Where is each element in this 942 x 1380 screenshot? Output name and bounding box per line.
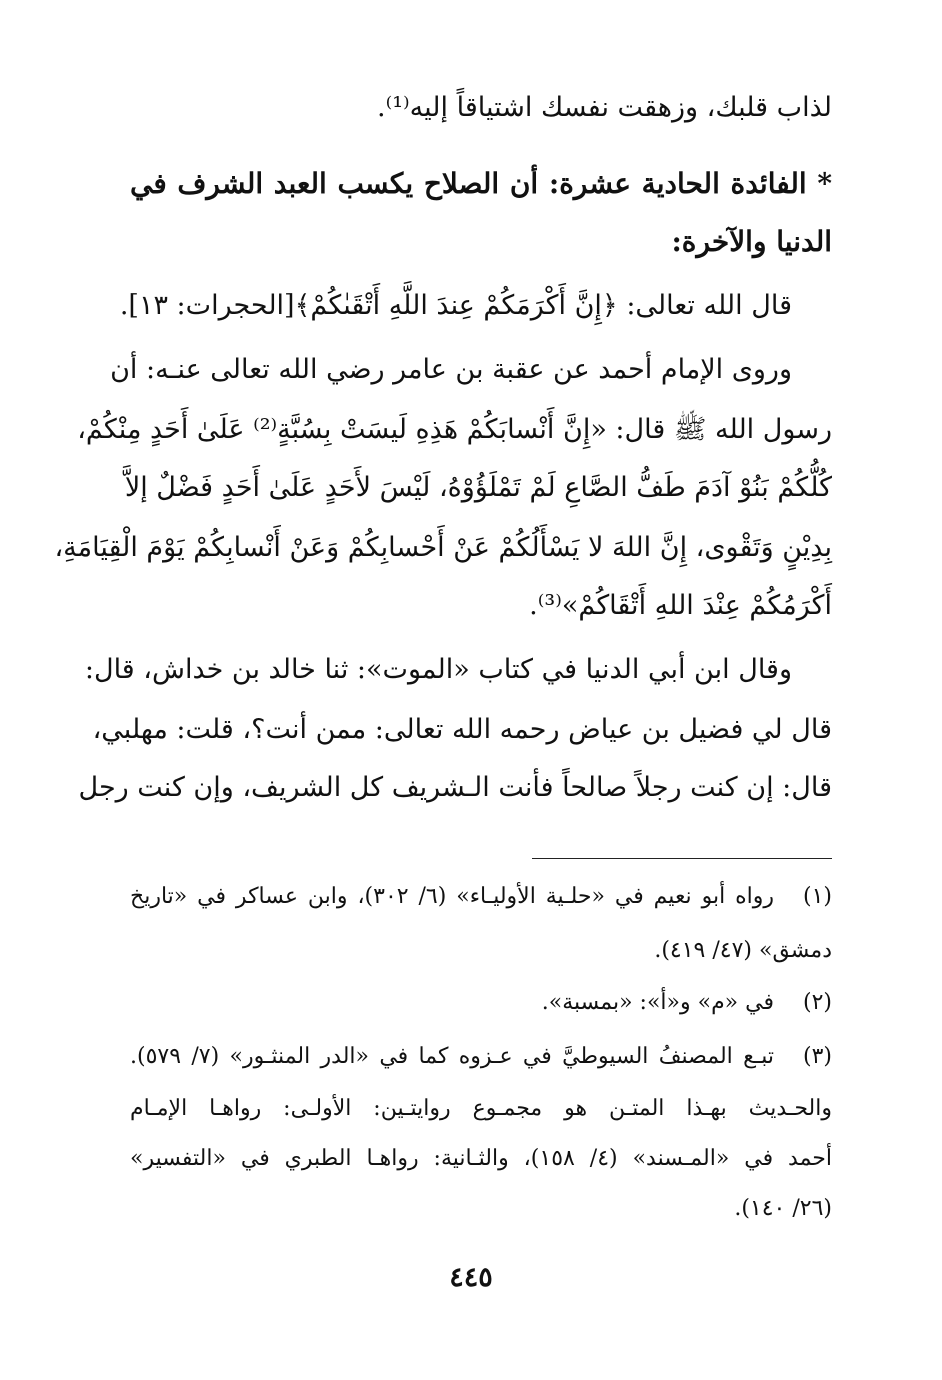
body-line: وروى الإمام أحمد عن عقبة بن عامر رضي الله تعالى عنـه: أن <box>110 354 792 385</box>
footnote-1-cont <box>130 934 832 970</box>
hadith-line: رسول الله ﷺ قال: «إِنَّ أَنْسابَكُمْ هَذِهِ لَيسَتْ بِسُبَّةٍ⁽²⁾ عَلَىٰ أَحَدٍ مِنْكُمْ، <box>77 414 832 445</box>
page-number: ٤٤٥ <box>449 1262 493 1293</box>
body-line: قال لي فضيل بن عياض رحمه الله تعالى: ممن أنت؟، قلت: مهلبي، <box>92 714 832 745</box>
body-line: وقال ابن أبي الدنيا في كتاب «الموت»: ثنا خالد بن خداش، قال: <box>84 654 792 685</box>
footnote-3-cont <box>130 1192 832 1228</box>
footnote-text: دمشق» (٤٧/ ٤١٩). <box>654 938 832 963</box>
hadith-line: بِدِيْنٍ وَتَقْوى، إِنَّ اللهَ لا يَسْأَلُكُمْ عَنْ أَحْسابِكُمْ وَعَنْ أَنْسابِكُمْ يَوْمَ الْقِيَامَةِ، <box>54 532 832 563</box>
footnote-number: (١) <box>802 884 832 909</box>
footnote-3-cont <box>130 1092 832 1128</box>
hadith-line: كُلُّكُمْ بَنُوْ آدَمَ طَفُّ الصَّاعِ لَمْ تَمْلَؤُوْهُ، لَيْسَ لأَحَدٍ عَلَىٰ أَحَدٍ فَضْلٌ إلاَّ <box>124 472 832 503</box>
section-heading: * الفائدة الحادية عشرة: أن الصلاح يكسب العبد الشرف في <box>130 167 832 200</box>
footnote-text: (٢٦/ ١٤٠). <box>734 1196 832 1221</box>
footnote-text: في «م» و«أ»: «بمسبة». <box>541 990 774 1015</box>
section-heading-cont: الدنيا والآخرة: <box>671 225 832 258</box>
footnote-3-cont <box>130 1142 832 1178</box>
body-line: لذاب قلبك، وزهقت نفسك اشتياقاً إليه⁽¹⁾. <box>376 92 832 123</box>
footnote-text: رواه أبو نعيم في «حلـية الأوليـاء» (٦/ ٣٠٢)، وابن عساكر في «تاريخ <box>130 884 775 909</box>
body-line: قال: إن كنت رجلاً صالحاً فأنت الـشريف كل الشريف، وإن كنت رجل <box>78 772 832 803</box>
footnote-text: تبـع المصنفُ السيوطيَّ في عـزوه كما في «الدر المنثـور» (٧/ ٥٧٩). <box>130 1044 775 1069</box>
footnote-text: والحـديث بهـذا المتـن هو مجمـوع روايتـين: الأولـى: رواهـا الإمـام <box>130 1096 832 1121</box>
footnote-1 <box>130 880 832 916</box>
footnote-text: أحمد في «المـسند» (٤/ ١٥٨)، والثـانية: رواهـا الطبري في «التفسير» <box>130 1146 833 1171</box>
footnote-separator <box>532 858 832 859</box>
footnote-number: (٣) <box>802 1044 832 1069</box>
hadith-line: أَكْرَمُكُمْ عِنْدَ اللهِ أَتْقَاكُمْ»⁽³⁾. <box>529 590 832 621</box>
footnote-number: (٢) <box>802 990 832 1015</box>
quran-verse-line: قال الله تعالى: ﴿إِنَّ أَكْرَمَكُمْ عِندَ اللَّهِ أَتْقَىٰكُمْ﴾[الحجرات: ١٣]. <box>119 290 792 321</box>
footnote-3 <box>130 1040 832 1076</box>
footnote-2 <box>130 986 832 1022</box>
